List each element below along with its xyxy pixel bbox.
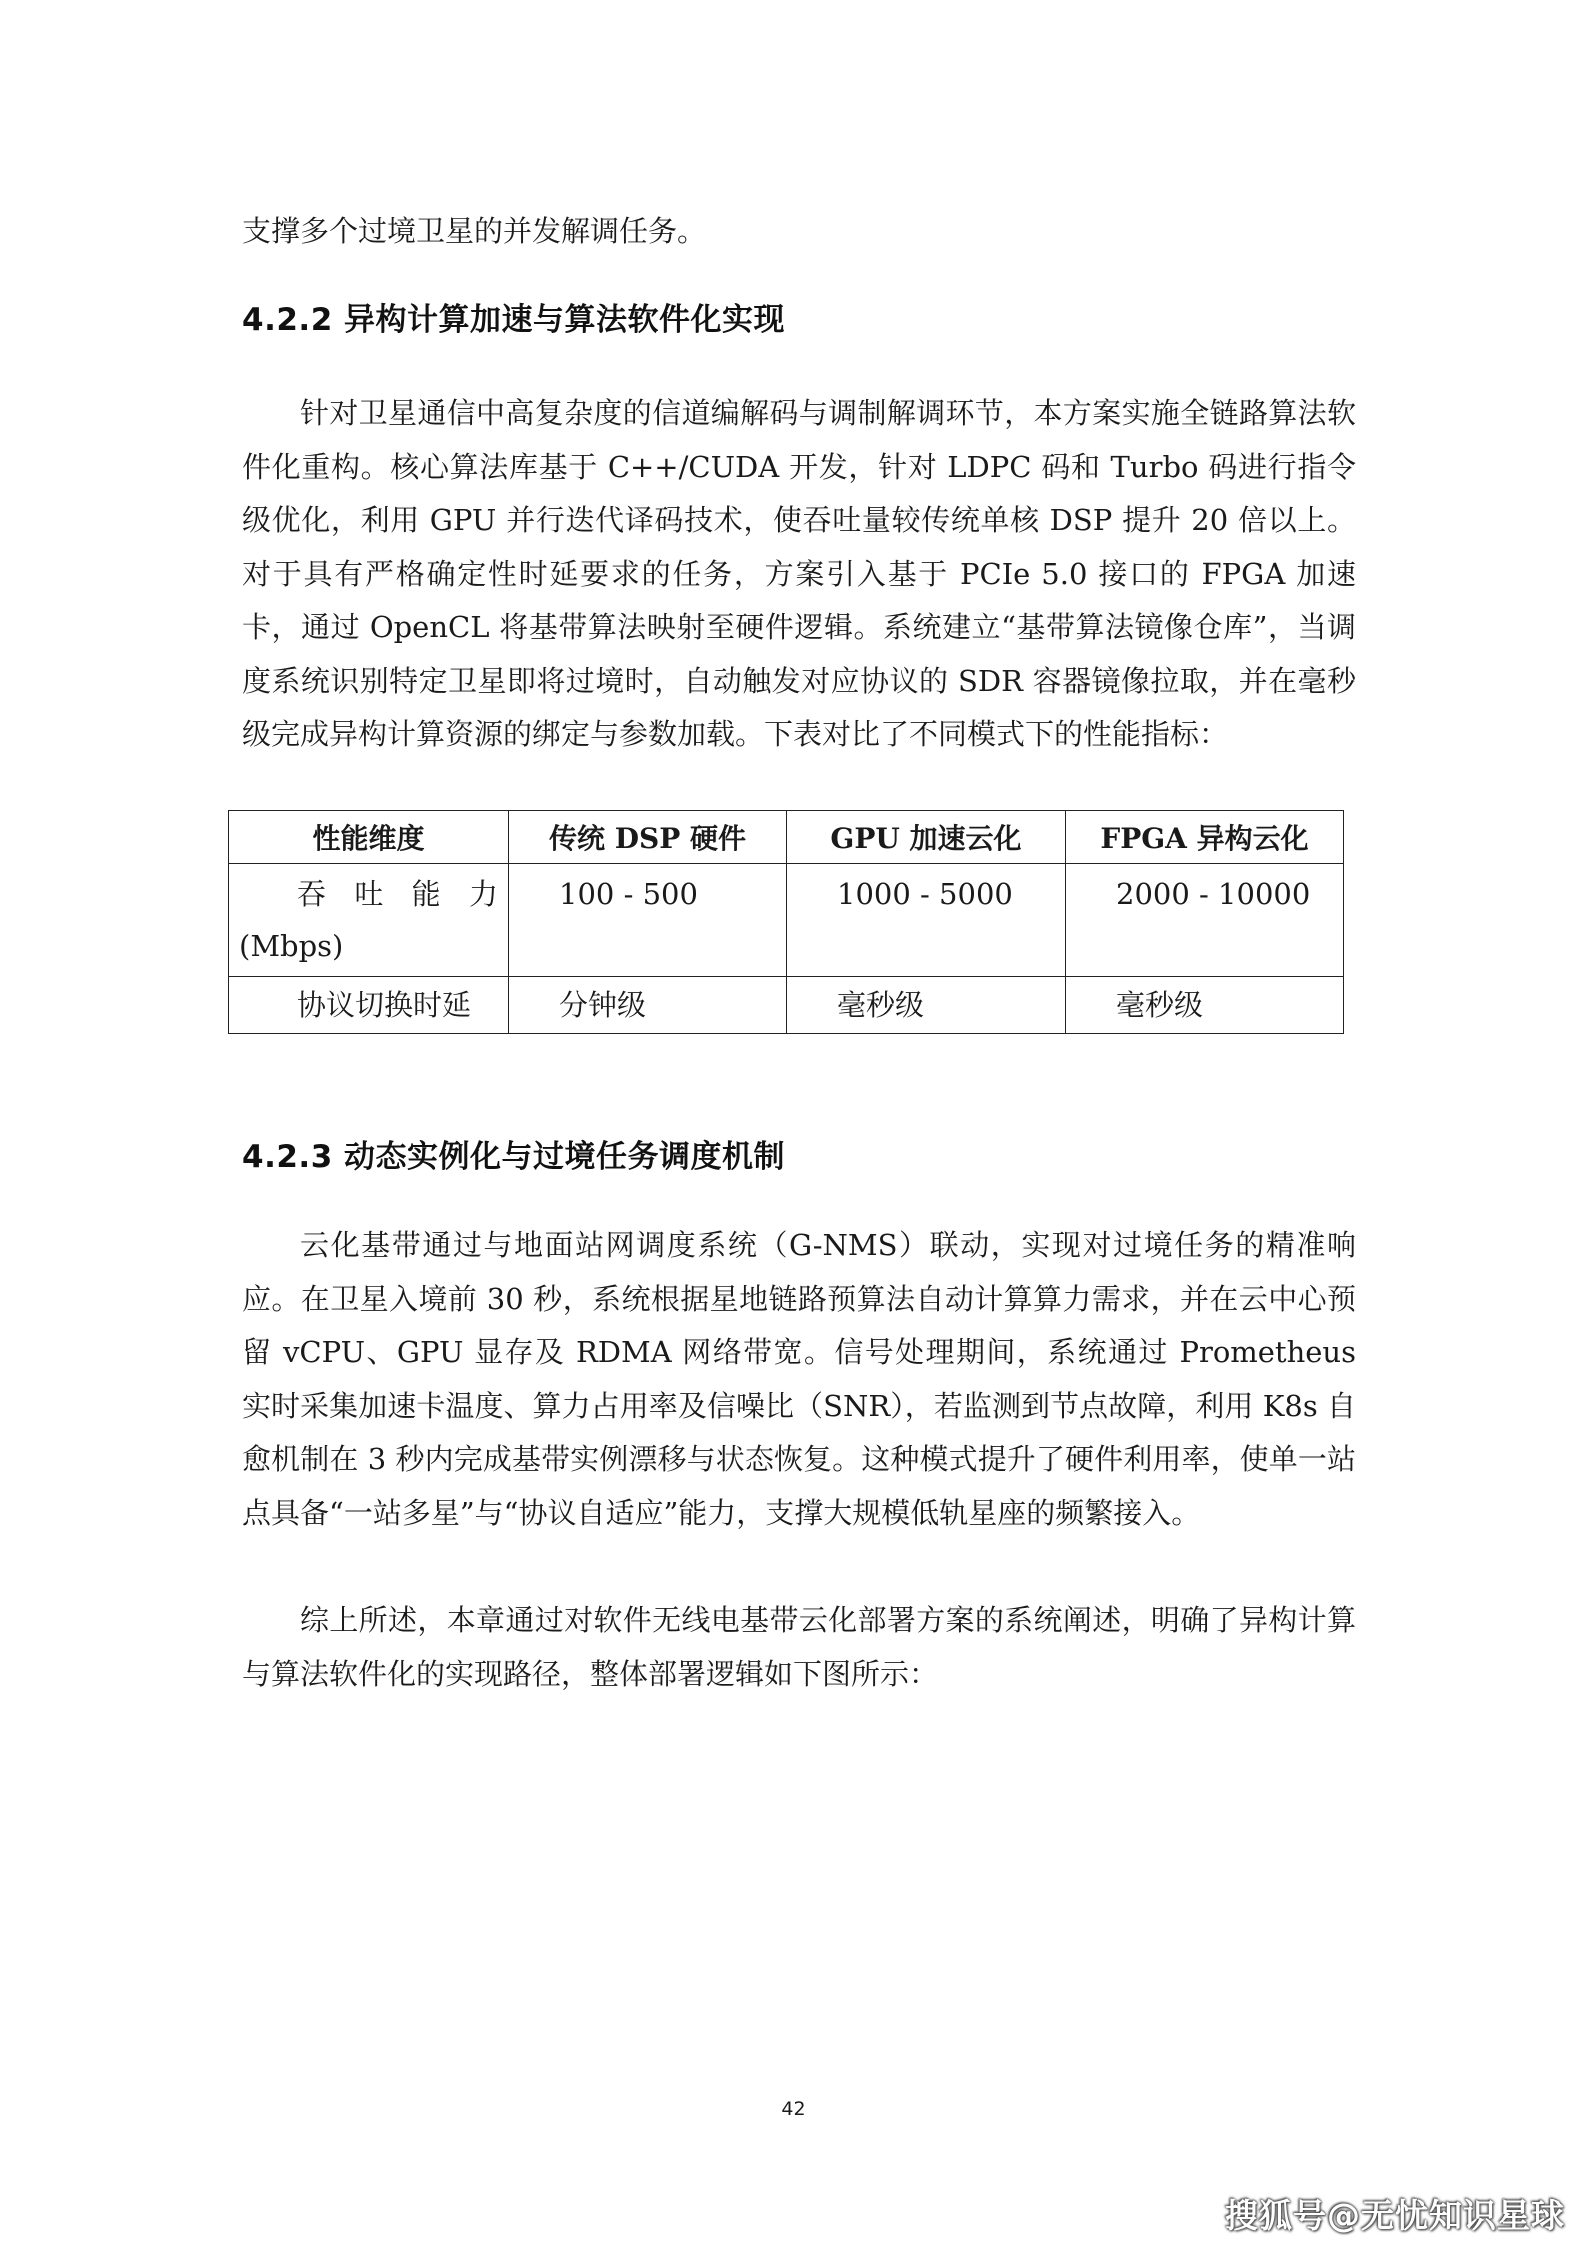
table-cell: 2000 - 10000 <box>1066 864 1344 977</box>
table-row <box>229 864 1344 977</box>
table-row <box>229 977 1344 1034</box>
section-4-2-3-paragraph-2: 综上所述，本章通过对软件无线电基带云化部署方案的系统阐述，明确了异构计算与算法软件化的实现路径，整体部署逻辑如下图所示： <box>242 1603 1356 1691</box>
table-header-cell: 传统 DSP 硬件 <box>509 811 787 864</box>
table-cell: 100 - 500 <box>509 864 787 977</box>
section-4-2-3-paragraph-1: 云化基带通过与地面站网调度系统（G-NMS）联动，实现对过境任务的精准响应。在卫星入境前 30 秒，系统根据星地链路预算法自动计算算力需求，并在云中心预留 vCPU、GPU 显存及 RDMA 网络带宽。信号处理期间，系统通过 Prometheus 实时采集加速卡温度、算力占用率及信噪比（SNR），若监测到节点故障，利用 K8s 自愈机制在 3 秒内完成基带实例漂移与状态恢复。这种模式提升了硬件利用率，使单一站点具备“一站多星”与“协议自适应”能力，支撑大规模低轨星座的频繁接入。 <box>242 1228 1356 1530</box>
section-heading-4-2-2: 4.2.2 异构计算加速与算法软件化实现 <box>242 302 786 338</box>
table-cell: 1000 - 5000 <box>787 864 1066 977</box>
section-4-2-2-paragraph: 针对卫星通信中高复杂度的信道编解码与调制解调环节，本方案实施全链路算法软件化重构。核心算法库基于 C++/CUDA 开发，针对 LDPC 码和 Turbo 码进行指令级优化，利用 GPU 并行迭代译码技术，使吞吐量较传统单核 DSP 提升 20 倍以上。对于具有严格确定性时延要求的任务，方案引入基于 PCIe 5.0 接口的 FPGA 加速卡，通过 OpenCL 将基带算法映射至硬件逻辑。系统建立“基带算法镜像仓库”，当调度系统识别特定卫星即将过境时，自动触发对应协议的 SDR 容器镜像拉取，并在毫秒级完成异构计算资源的绑定与参数加载。下表对比了不同模式下的性能指标： <box>242 396 1356 751</box>
table-row-label: 吞 吐 能 力 (Mbps) <box>229 864 509 977</box>
table-cell: 毫秒级 <box>787 977 1066 1034</box>
table-cell: 分钟级 <box>509 977 787 1034</box>
table-row-label: 协议切换时延 <box>229 977 509 1034</box>
table-header-cell: GPU 加速云化 <box>787 811 1066 864</box>
table-cell: 毫秒级 <box>1066 977 1344 1034</box>
page-number: 42 <box>781 2098 806 2120</box>
table-header-cell: 性能维度 <box>229 811 509 864</box>
table-header-cell: FPGA 异构云化 <box>1066 811 1344 864</box>
intro-line: 支撑多个过境卫星的并发解调任务。 <box>242 214 707 248</box>
performance-table <box>228 810 1344 1034</box>
table-header-row <box>229 811 1344 864</box>
section-heading-4-2-3: 4.2.3 动态实例化与过境任务调度机制 <box>242 1139 786 1175</box>
watermark-text: 搜狐号@无忧知识星球 <box>1225 2196 1565 2235</box>
